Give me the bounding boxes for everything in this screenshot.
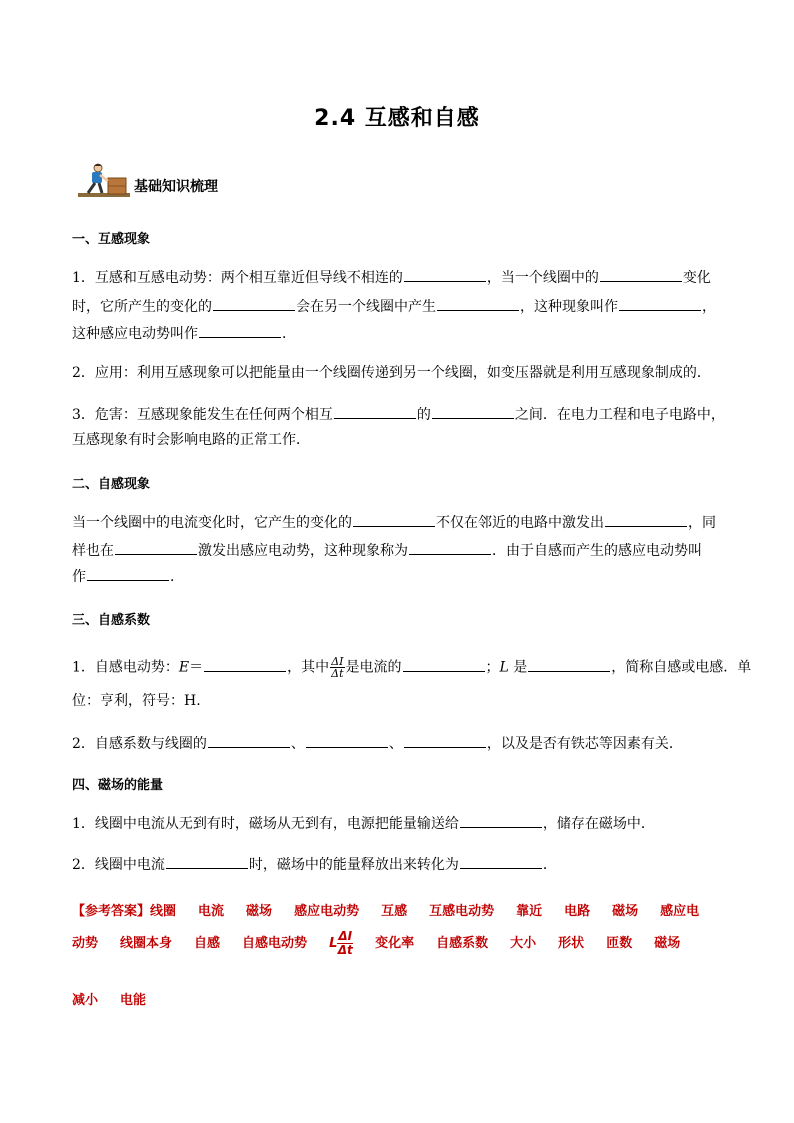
answer-item: 电能	[120, 993, 147, 1008]
text-run: 、	[388, 736, 403, 752]
section-heading-self-induction: 二、自感现象	[72, 477, 151, 492]
text-run: 这种感应电动势叫作	[72, 326, 198, 342]
answer-formula-l-delta-i-over-delta-t	[329, 930, 353, 957]
paragraph-line	[72, 540, 702, 561]
answer-blank	[605, 512, 687, 527]
text-run: 之间．在电力工程和电子电路中，	[514, 407, 725, 423]
answer-blank	[404, 267, 486, 282]
answer-item: 电路	[564, 904, 591, 919]
text-run: 会在另一个线圈中产生	[296, 299, 436, 315]
answer-item: 磁场	[612, 904, 639, 919]
text-run: 时，它所产生的变化的	[72, 299, 212, 315]
paragraph-line	[72, 656, 751, 679]
text-run: ，这种现象叫作	[520, 299, 618, 315]
text-run: ，	[702, 299, 716, 315]
answer-blank	[460, 813, 542, 828]
text-run: 2．自感系数与线圈的	[72, 736, 207, 752]
text-run: ．	[282, 326, 296, 342]
paragraph-line	[72, 404, 725, 425]
variable-e: E	[178, 659, 190, 676]
paragraph-line	[72, 512, 716, 533]
section-heading-inductance: 三、自感系数	[72, 613, 151, 628]
text-run: 激发出感应电动势，这种现象称为	[198, 543, 408, 559]
fraction-delta-i-over-delta-t	[330, 656, 344, 679]
answer-blank	[437, 296, 519, 311]
answer-item: 自感系数	[436, 936, 489, 951]
text-run: 时，磁场中的能量释放出来转化为	[248, 857, 459, 873]
answer-key-label: 【参考答案】	[72, 904, 151, 919]
text-run: 不仅在邻近的电路中激发出	[436, 515, 604, 531]
text-run: ＝	[189, 659, 204, 676]
answer-blank	[334, 404, 416, 419]
banner-label: 基础知识梳理	[134, 179, 218, 195]
answer-blank	[432, 404, 514, 419]
paragraph-line: 2．应用：利用互感现象可以把能量由一个线圈传递到另一个线圈，如变压器就是利用互感现象制成的．	[72, 365, 711, 381]
answer-blank	[87, 566, 169, 581]
section-heading-mutual-induction: 一、互感现象	[72, 232, 151, 247]
answer-item: 动势	[72, 936, 99, 951]
text-run: 样也在	[72, 543, 114, 559]
text-run: ．	[170, 569, 184, 585]
answer-blank	[404, 733, 486, 748]
answer-blank	[208, 733, 290, 748]
paragraph-line: 互感现象有时会影响电路的正常工作．	[72, 432, 310, 448]
text-run: ，储存在磁场中．	[542, 816, 655, 832]
answer-blank	[199, 323, 281, 338]
answer-item: 形状	[558, 936, 585, 951]
answer-key-row	[72, 900, 699, 919]
text-run: ，简称自感或电感．单	[611, 659, 752, 676]
answer-blank	[403, 657, 485, 672]
paragraph-line	[72, 566, 184, 587]
fraction-denominator: Δt	[337, 943, 353, 957]
text-run: ，以及是否有铁芯等因素有关．	[486, 736, 683, 752]
fraction-denominator: Δt	[331, 667, 344, 680]
text-run: 作	[72, 569, 86, 585]
answer-item: 电流	[198, 904, 225, 919]
text-run: 的	[416, 407, 431, 423]
paragraph-line	[72, 813, 655, 834]
answer-item: 磁场	[246, 904, 273, 919]
answer-blank	[213, 296, 295, 311]
fraction-numerator: ΔI	[338, 929, 353, 943]
answer-blank	[166, 854, 248, 869]
answer-blank	[306, 733, 388, 748]
answer-item: 感应电	[660, 904, 700, 919]
text-run: 、	[290, 736, 305, 752]
answer-item: 互感电动势	[429, 904, 495, 919]
answer-item: 线圈本身	[120, 936, 173, 951]
answer-blank	[409, 540, 491, 555]
answer-blank	[460, 854, 542, 869]
text-run: 变化	[682, 270, 711, 286]
answer-item: 自感	[194, 936, 221, 951]
variable-l: L	[499, 659, 509, 676]
text-run: 1．互感和互感电动势：两个相互靠近但导线不相连的	[72, 270, 403, 286]
answer-key-row	[72, 989, 146, 1008]
text-run: ，其中	[287, 659, 330, 676]
answer-key-row	[72, 930, 680, 957]
answer-item: 磁场	[654, 936, 681, 951]
answer-blank	[528, 657, 610, 672]
paragraph-line	[72, 323, 296, 344]
answer-blank	[600, 267, 682, 282]
text-run: 是电流的	[345, 659, 402, 676]
section-heading-magnetic-energy: 四、磁场的能量	[72, 778, 164, 793]
answer-blank	[204, 657, 286, 672]
answer-blank	[353, 512, 435, 527]
page-title: 2.4 互感和自感	[314, 106, 480, 131]
text-run: ，当一个线圈中的	[486, 270, 599, 286]
answer-item: 大小	[510, 936, 537, 951]
answer-fraction	[337, 930, 353, 957]
text-run: 1．线圈中电流从无到有时，磁场从无到有，电源把能量输送给	[72, 816, 459, 832]
answer-blank	[619, 296, 701, 311]
text-run: 当一个线圈中的电流变化时，它产生的变化的	[72, 515, 352, 531]
text-run: ，同	[688, 515, 716, 531]
paragraph-line: 位：亨利，符号：H.	[72, 693, 201, 709]
paragraph-line	[72, 854, 557, 875]
answer-blank	[115, 540, 197, 555]
paragraph-line	[72, 267, 711, 288]
text-run: ．	[542, 857, 557, 873]
text-run: 1．自感电动势：	[72, 659, 179, 676]
text-run: 是	[508, 659, 528, 676]
answer-item: 减小	[72, 993, 99, 1008]
paragraph-line	[72, 733, 683, 754]
text-run: 3．危害：互感现象能发生在任何两个相互	[72, 407, 333, 423]
section-banner	[78, 163, 278, 199]
answer-item: 互感	[381, 904, 408, 919]
answer-item: 变化率	[375, 936, 415, 951]
answer-item: 自感电动势	[242, 936, 308, 951]
answer-formula-l: L	[329, 936, 338, 951]
fraction-numerator: ΔI	[331, 655, 344, 668]
text-run: ．由于自感而产生的感应电动势叫	[492, 543, 702, 559]
paragraph-line	[72, 296, 716, 317]
answer-item: 匝数	[606, 936, 633, 951]
text-run: ；	[485, 659, 500, 676]
answer-item: 感应电动势	[294, 904, 360, 919]
answer-item: 靠近	[516, 904, 543, 919]
text-run: 2．线圈中电流	[72, 857, 165, 873]
answer-item: 线圈	[150, 904, 177, 919]
